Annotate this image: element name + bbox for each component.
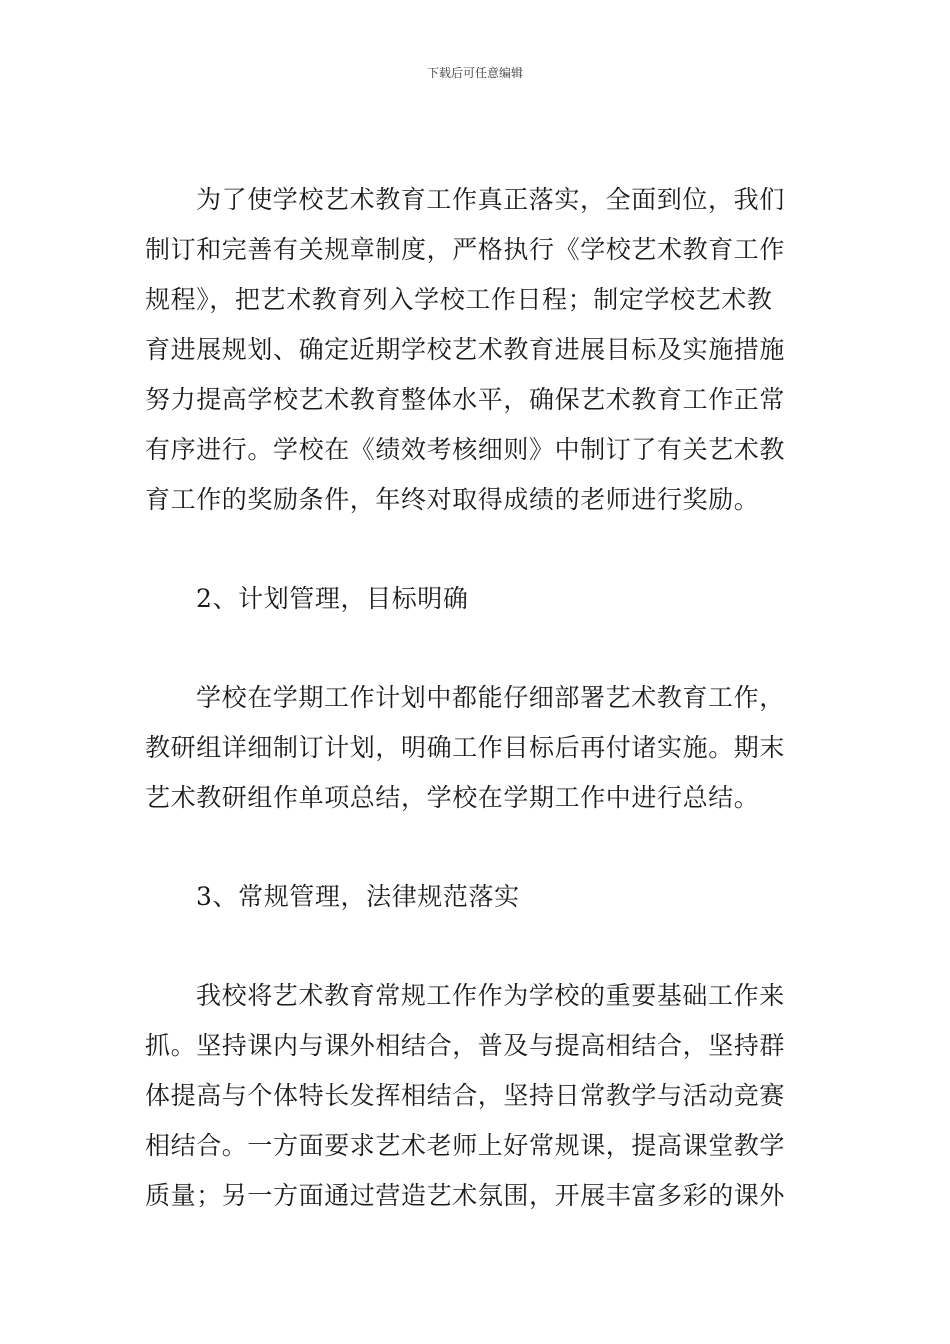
section-heading-2: 2、计划管理，目标明确 — [196, 584, 469, 613]
paragraph-3-line-5: 质量；另一方面通过营造艺术氛围，开展丰富多彩的课外 — [145, 1181, 786, 1210]
paragraph-2-line-2: 教研组详细制订计划，明确工作目标后再付诸实施。期末 — [145, 733, 786, 762]
paragraph-1-line-1: 为了使学校艺术教育工作真正落实，全面到位，我们 — [196, 185, 785, 214]
paragraph-2-line-1: 学校在学期工作计划中都能仔细部署艺术教育工作， — [196, 683, 785, 712]
paragraph-3-line-2: 抓。坚持课内与课外相结合，普及与提高相结合，坚持群 — [145, 1031, 786, 1060]
paragraph-1-line-5: 努力提高学校艺术教育整体水平，确保艺术教育工作正常 — [145, 385, 786, 414]
paragraph-3-line-1: 我校将艺术教育常规工作作为学校的重要基础工作来 — [196, 981, 785, 1010]
paragraph-2-line-3: 艺术教研组作单项总结，学校在学期工作中进行总结。 — [145, 783, 760, 812]
paragraph-1-line-7: 育工作的奖励条件，年终对取得成绩的老师进行奖励。 — [145, 485, 760, 514]
paragraph-1-line-4: 育进展规划、确定近期学校艺术教育进展目标及实施措施 — [145, 335, 786, 364]
paragraph-1-line-3: 规程》，把艺术教育列入学校工作日程；制定学校艺术教 — [145, 285, 773, 314]
paragraph-3-line-3: 体提高与个体特长发挥相结合，坚持日常教学与活动竞赛 — [145, 1081, 786, 1110]
section-heading-3: 3、常规管理，法律规范落实 — [196, 882, 520, 911]
paragraph-1-line-6: 有序进行。学校在《绩效考核细则》中制订了有关艺术教 — [145, 435, 786, 464]
paragraph-3-line-4: 相结合。一方面要求艺术老师上好常规课，提高课堂教学 — [145, 1131, 786, 1160]
page-header: 下载后可任意编辑 — [426, 66, 523, 80]
paragraph-1-line-2: 制订和完善有关规章制度，严格执行《学校艺术教育工作 — [145, 235, 786, 264]
